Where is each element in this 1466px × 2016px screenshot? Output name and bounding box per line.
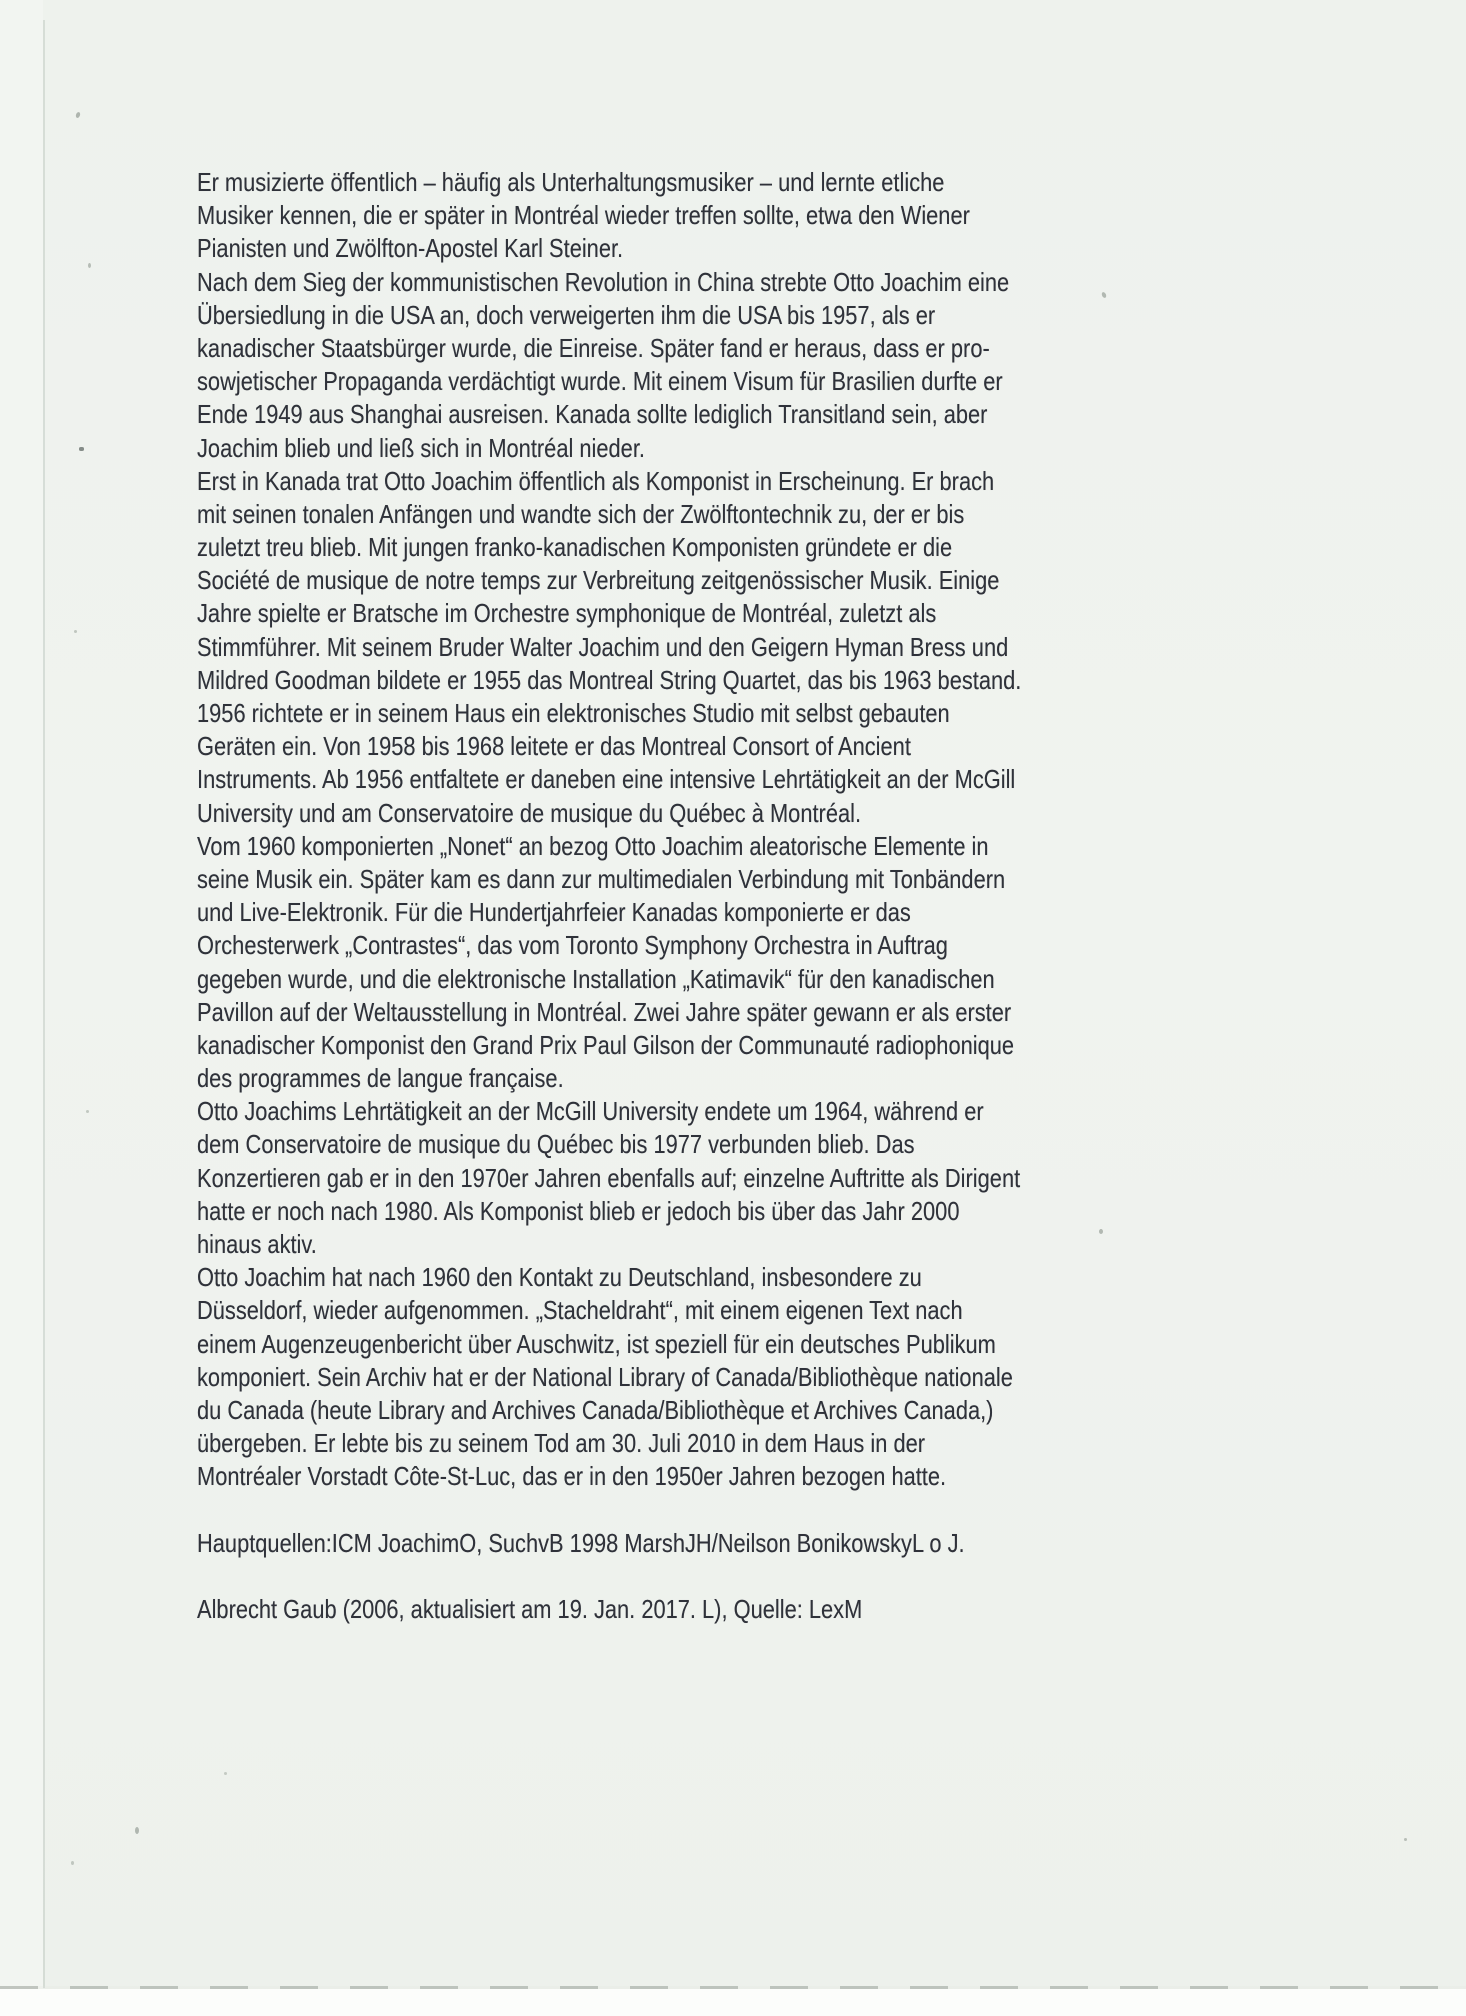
- text-line: Düsseldorf, wieder aufgenommen. „Stacheldraht“, mit einem eigenen Text nach: [197, 1295, 963, 1326]
- scan-speck: [224, 1772, 227, 1775]
- text-line: Montréaler Vorstadt Côte-St-Luc, das er in den 1950er Jahren bezogen hatte.: [197, 1461, 947, 1492]
- text-line: sowjetischer Propaganda verdächtigt wurde. Mit einem Visum für Brasilien durfte er: [197, 366, 1003, 397]
- blank-line: [197, 1560, 1021, 1593]
- text-line: Pavillon auf der Weltausstellung in Montréal. Zwei Jahre später gewann er als erster: [197, 996, 1012, 1027]
- paper-left-margin: [0, 0, 43, 1990]
- scan-speck: [74, 630, 77, 633]
- scan-speck: [1404, 1838, 1407, 1841]
- text-line: dem Conservatoire de musique du Québec bis 1977 verbunden blieb. Das: [197, 1129, 915, 1160]
- text-line: komponiert. Sein Archiv hat er der National Library of Canada/Bibliothèque nationale: [197, 1361, 1013, 1392]
- text-line: und Live-Elektronik. Für die Hundertjahrfeier Kanadas komponierte er das: [197, 897, 911, 928]
- text-line: Vom 1960 komponierten „Nonet“ an bezog Otto Joachim aleatorische Elemente in: [197, 830, 989, 861]
- text-line: gegeben wurde, und die elektronische Installation „Katimavik“ für den kanadischen: [197, 963, 995, 994]
- text-line: Société de musique de notre temps zur Verbreitung zeitgenössischer Musik. Einige: [197, 565, 1000, 596]
- scan-speck: [71, 1861, 74, 1865]
- text-line: übergeben. Er lebte bis zu seinem Tod am 30. Juli 2010 in dem Haus in der: [197, 1428, 926, 1459]
- text-line: des programmes de langue française.: [197, 1063, 564, 1094]
- text-line: einem Augenzeugenbericht über Auschwitz, ist speziell für ein deutsches Publikum: [197, 1328, 996, 1359]
- text-line: kanadischer Komponist den Grand Prix Paul Gilson der Communauté radiophonique: [197, 1029, 1015, 1060]
- text-line: Geräten ein. Von 1958 bis 1968 leitete er das Montreal Consort of Ancient: [197, 731, 911, 762]
- scan-speck: [135, 1827, 139, 1834]
- text-line: Erst in Kanada trat Otto Joachim öffentlich als Komponist in Erscheinung. Er brach: [197, 465, 995, 496]
- text-line: hinaus aktiv.: [197, 1229, 317, 1259]
- text-line: Joachim blieb und ließ sich in Montréal nieder.: [197, 432, 645, 463]
- text-line: Instruments. Ab 1956 entfaltete er daneben eine intensive Lehrtätigkeit an der McGill: [197, 764, 1016, 795]
- scan-speck: [1101, 291, 1107, 298]
- scan-speck: [79, 447, 84, 451]
- text-line: seine Musik ein. Später kam es dann zur multimedialen Verbindung mit Tonbändern: [197, 863, 1006, 894]
- text-line: Orchesterwerk „Contrastes“, das vom Toronto Symphony Orchestra in Auftrag: [197, 930, 948, 961]
- text-line: Musiker kennen, die er später in Montréal wieder treffen sollte, etwa den Wiener: [197, 200, 970, 231]
- text-line: Mildred Goodman bildete er 1955 das Montreal String Quartet, das bis 1963 bestand.: [197, 664, 1022, 695]
- text-line: kanadischer Staatsbürger wurde, die Einreise. Später fand er heraus, dass er pro-: [197, 332, 990, 363]
- text-line: Konzertieren gab er in den 1970er Jahren ebenfalls auf; einzelne Auftritte als Dirigent: [197, 1162, 1021, 1193]
- text-line: mit seinen tonalen Anfängen und wandte sich der Zwölftontechnik zu, der er bis: [197, 498, 965, 529]
- scan-speck: [1099, 1229, 1103, 1234]
- text-line: Stimmführer. Mit seinem Bruder Walter Joachim und den Geigern Hyman Bress und: [197, 631, 1009, 662]
- text-line: 1956 richtete er in seinem Haus ein elektronisches Studio mit selbst gebauten: [197, 698, 950, 728]
- text-line: Nach dem Sieg der kommunistischen Revolution in China strebte Otto Joachim eine: [197, 266, 1010, 297]
- document-text: [197, 166, 1021, 1626]
- text-line: Otto Joachim hat nach 1960 den Kontakt zu Deutschland, insbesondere zu: [197, 1262, 922, 1293]
- text-line: du Canada (heute Library and Archives Canada/Bibliothèque et Archives Canada,): [197, 1394, 994, 1425]
- text-line: Pianisten und Zwölfton-Apostel Karl Steiner.: [197, 233, 624, 264]
- sources-line: Hauptquellen:ICM JoachimO, SuchvB 1998 MarshJH/Neilson BonikowskyL o J.: [197, 1527, 965, 1558]
- scan-speck: [88, 263, 91, 268]
- text-line: hatte er noch nach 1980. Als Komponist blieb er jedoch bis über das Jahr 2000: [197, 1195, 960, 1226]
- paper-crease-line: [43, 20, 45, 1988]
- body-text: [197, 166, 1021, 1494]
- scan-speck: [86, 1110, 89, 1113]
- text-line: Übersiedlung in die USA an, doch verweigerten ihm die USA bis 1957, als er: [197, 299, 936, 330]
- text-line: zuletzt treu blieb. Mit jungen franko-kanadischen Komponisten gründete er die: [197, 532, 953, 563]
- text-line: Jahre spielte er Bratsche im Orchestre symphonique de Montréal, zuletzt als: [197, 598, 937, 629]
- attribution-line: Albrecht Gaub (2006, aktualisiert am 19. Jan. 2017. L), Quelle: LexM: [197, 1594, 863, 1625]
- text-line: Otto Joachims Lehrtätigkeit an der McGill University endete um 1964, während er: [197, 1096, 984, 1127]
- text-line: Er musizierte öffentlich – häufig als Unterhaltungsmusiker – und lernte etliche: [197, 167, 945, 197]
- scan-speck: [75, 111, 81, 118]
- text-line: Ende 1949 aus Shanghai ausreisen. Kanada sollte lediglich Transitland sein, aber: [197, 399, 988, 430]
- scanner-background: [0, 1989, 1466, 2016]
- blank-line: [197, 1494, 1021, 1527]
- text-line: University und am Conservatoire de musique du Québec à Montréal.: [197, 797, 862, 828]
